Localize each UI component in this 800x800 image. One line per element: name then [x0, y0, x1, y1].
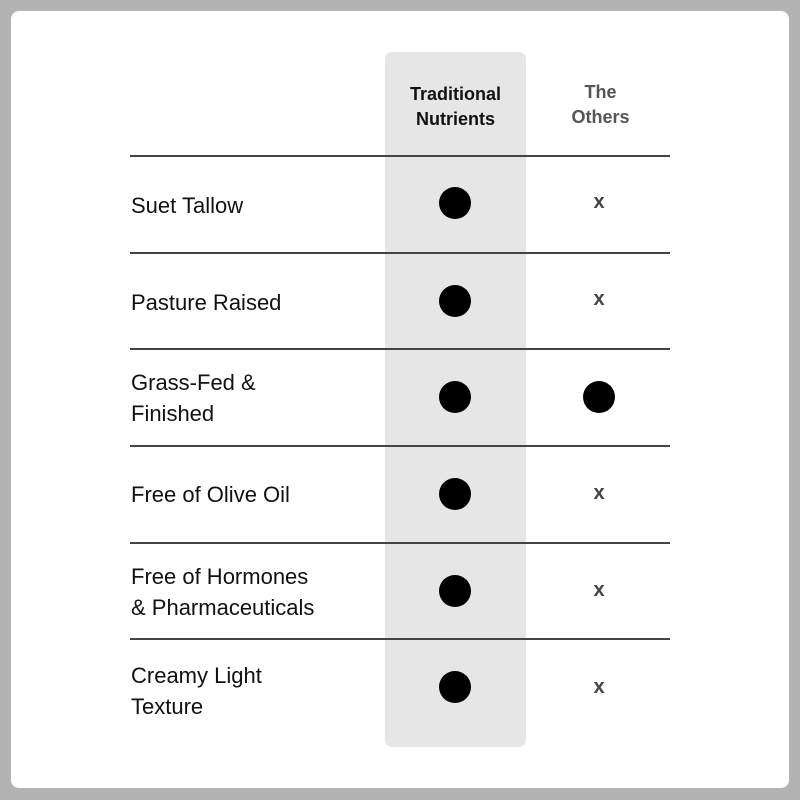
row-divider — [130, 348, 670, 350]
filled-dot-icon — [439, 285, 471, 317]
x-mark-icon: x — [593, 482, 605, 504]
row-label-free-of-olive-oil: Free of Olive Oil — [131, 482, 290, 507]
x-mark-icon: x — [593, 288, 605, 310]
row-divider — [130, 638, 670, 640]
filled-dot-icon — [439, 671, 471, 703]
row-divider — [130, 252, 670, 254]
row-divider — [130, 445, 670, 447]
row-label-suet-tallow: Suet Tallow — [131, 193, 244, 218]
column-header-the-others: The Others — [571, 82, 630, 127]
x-mark-icon: x — [593, 191, 605, 213]
row-divider — [130, 542, 670, 544]
filled-dot-icon — [439, 478, 471, 510]
filled-dot-icon — [439, 381, 471, 413]
x-mark-icon: x — [593, 579, 605, 601]
header-divider — [130, 155, 670, 157]
x-mark-icon: x — [593, 676, 605, 698]
filled-dot-icon — [439, 187, 471, 219]
filled-dot-icon — [439, 575, 471, 607]
column-header-traditional-nutrients: Traditional Nutrients — [409, 84, 501, 129]
row-label-pasture-raised: Pasture Raised — [131, 290, 282, 315]
row-label-grass-fed-finished: Grass-Fed & Finished — [131, 370, 256, 426]
filled-dot-icon — [583, 381, 615, 413]
row-label-free-of-hormones: Free of Hormones & Pharmaceuticals — [131, 564, 315, 620]
row-label-creamy-light-texture: Creamy Light Texture — [131, 663, 262, 719]
